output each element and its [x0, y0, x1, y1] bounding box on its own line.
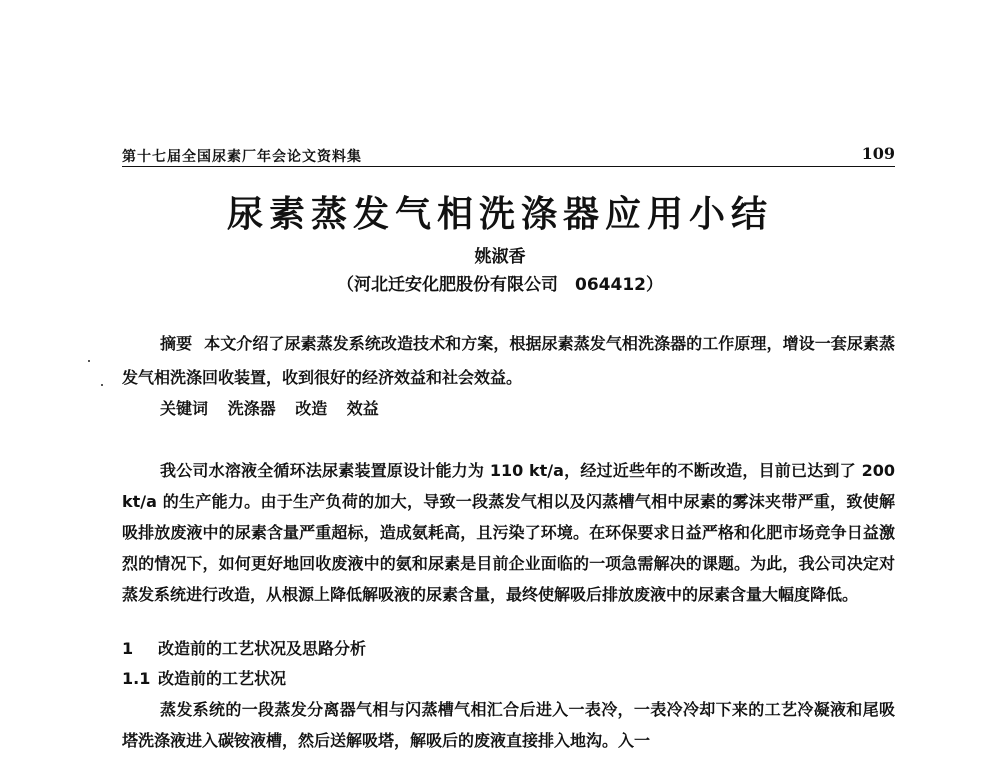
running-header	[122, 146, 895, 167]
scan-speck	[88, 360, 90, 362]
subsection-title: 改造前的工艺状况	[158, 669, 287, 688]
section-number: 1	[122, 639, 134, 658]
page-number: 109	[861, 144, 895, 163]
keywords-label: 关键词	[160, 399, 209, 418]
section-heading	[122, 636, 366, 659]
subsection-number: 1.1	[122, 669, 151, 688]
author: 姚淑香	[474, 247, 526, 267]
process-paragraph: 蒸发系统的一段蒸发分离器气相与闪蒸槽气相汇合后进入一表冷，一表冷冷却下来的工艺冷凝液和尾吸塔洗涤液进入碳铵液槽，然后送解吸塔，解吸后的废液直接排入地沟。入一	[122, 700, 895, 750]
abstract-label: 摘要	[160, 334, 193, 353]
article-title: 尿素蒸发气相洗涤器应用小结	[226, 193, 773, 235]
journal-title: 第十七届全国尿素厂年会论文资料集	[122, 149, 362, 165]
abstract	[122, 327, 895, 395]
section-title: 改造前的工艺状况及思路分析	[158, 639, 367, 658]
intro-paragraph: 我公司水溶液全循环法尿素装置原设计能力为 110 kt/a，经过近些年的不断改造，目前已达到了 200 kt/a 的生产能力。由于生产负荷的加大，导致一段蒸发气相以及闪蒸槽气相中尿素的雾沫夹带严重，致使解吸排放废液中的尿素含量严重超标，造成氨耗高，且污染了环境。在环保要求日益严格和化肥市场竞争日益激烈的情况下，如何更好地回收废液中的氨和尿素是目前企业面临的一项急需解决的课题。为此，我公司决定对蒸发系统进行改造，从根源上降低解吸液的尿素含量，最终使解吸后排放废液中的尿素含量大幅度降低。	[122, 461, 895, 604]
abstract-text: 本文介绍了尿素蒸发系统改造技术和方案，根据尿素蒸发气相洗涤器的工作原理，增设一套尿素蒸发气相洗涤回收装置，收到很好的经济效益和社会效益。	[122, 334, 895, 387]
affiliation: （河北迁安化肥股份有限公司 064412）	[337, 275, 663, 295]
keyword: 洗涤器	[227, 399, 276, 418]
scan-speck	[101, 384, 103, 386]
keyword: 效益	[346, 399, 379, 418]
keyword: 改造	[295, 399, 328, 418]
subsection-heading	[122, 666, 286, 689]
keywords	[160, 396, 393, 419]
